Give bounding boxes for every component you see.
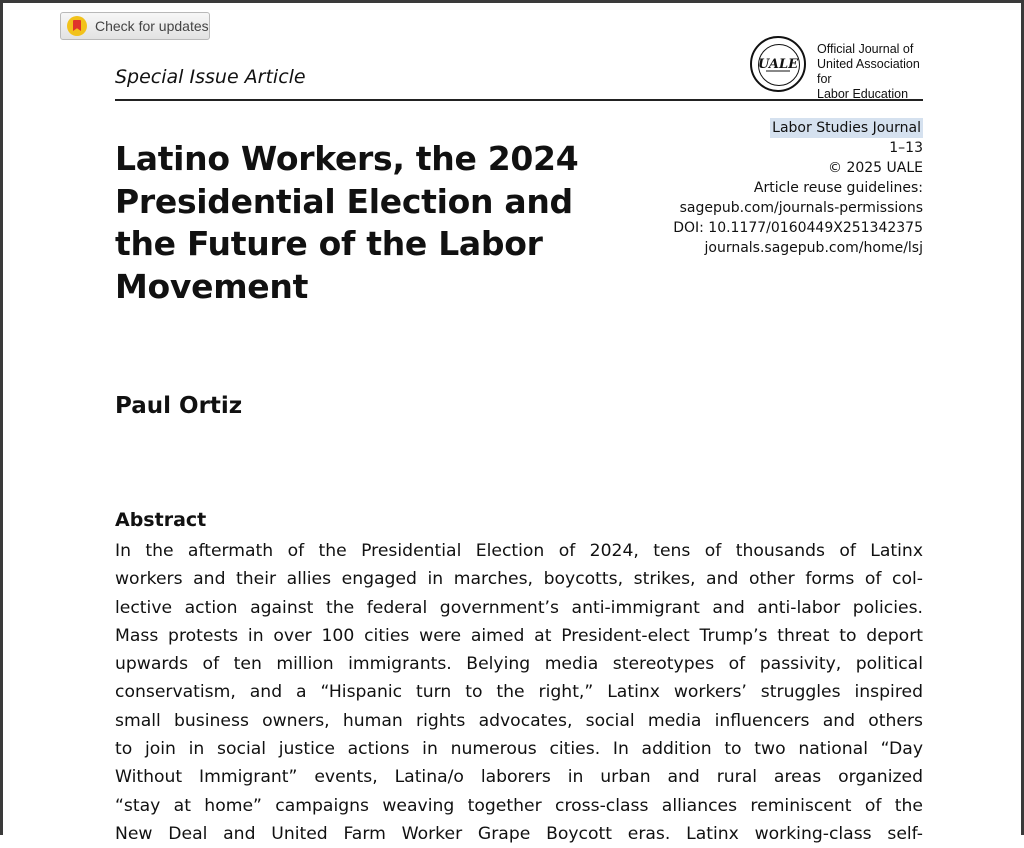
affiliation-line: Official Journal of [817, 42, 914, 56]
abstract-line: Mass protests in over 100 cities were aimed at President-elect Trump’s threat to deport [115, 625, 923, 646]
section-label: Special Issue Article [115, 66, 306, 88]
abstract-line: conservatism, and a “Hispanic turn to the right,” Latinx workers’ struggles inspired [115, 682, 923, 703]
affiliation-line: Labor Education [817, 87, 909, 101]
header-rule [115, 99, 923, 101]
article-title: Latino Workers, the 2024 Presidential Election and the Future of the Labor Movement [115, 139, 579, 306]
abstract-body [115, 537, 923, 848]
abstract-line: Without Immigrant” events, Latina/o laborers in urban and rural areas organized [115, 767, 923, 788]
copyright: © 2025 UALE [828, 160, 923, 176]
reuse-link[interactable]: sagepub.com/journals-permissions [679, 200, 923, 216]
check-for-updates-button[interactable] [60, 12, 210, 40]
journal-name[interactable]: Labor Studies Journal [772, 120, 921, 136]
crossmark-icon [67, 16, 87, 36]
abstract-line: small business owners, human rights advocates, social media influencers and others [115, 710, 923, 731]
viewer-frame-top [0, 0, 1024, 3]
abstract-line: workers and their allies engaged in marches, boycotts, strikes, and other forms of col- [115, 569, 923, 590]
check-for-updates-label: Check for updates [95, 18, 209, 34]
journal-link[interactable]: journals.sagepub.com/home/lsj [704, 240, 923, 256]
abstract-line: upwards of ten million immigrants. Belying media stereotypes of passivity, political [115, 654, 923, 675]
affiliation-line: United Association for [817, 57, 920, 86]
abstract-line: In the aftermath of the Presidential Election of 2024, tens of thousands of Latinx [115, 541, 923, 561]
reuse-label: Article reuse guidelines: [753, 180, 923, 196]
abstract-line: lective action against the federal government’s anti-immigrant and anti-labor policies. [115, 597, 923, 618]
author-name: Paul Ortiz [115, 393, 243, 419]
abstract-heading: Abstract [115, 509, 207, 531]
viewer-frame-left [0, 0, 3, 835]
uale-seal-logo [750, 36, 806, 92]
seal-mark: UALE [757, 57, 799, 72]
journal-affiliation [817, 42, 937, 102]
doi[interactable]: DOI: 10.1177/0160449X251342375 [673, 220, 923, 236]
abstract-line: “stay at home” campaigns weaving together cross-class alliances reminiscent of the [115, 795, 923, 816]
abstract-line: to join in social justice actions in numerous cities. In addition to two national “Day [115, 739, 923, 760]
article-metadata [673, 118, 923, 258]
abstract-line: New Deal and United Farm Worker Grape Boycott eras. Latinx working-class self- [115, 823, 923, 844]
page-range: 1–13 [889, 140, 923, 156]
